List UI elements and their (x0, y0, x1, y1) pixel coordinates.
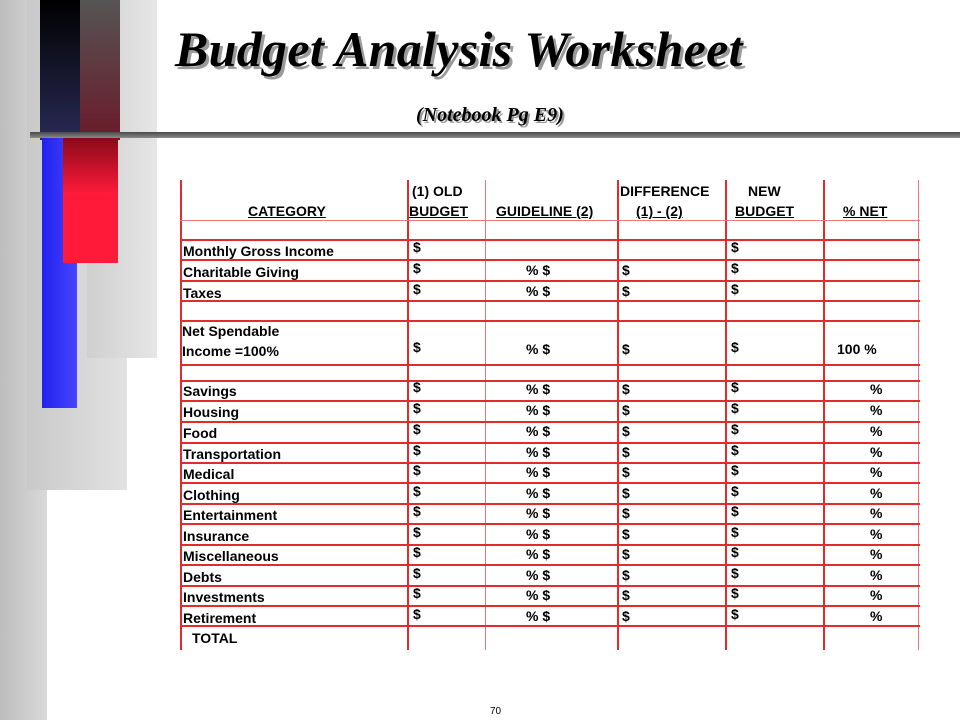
row-difference: $ (622, 526, 630, 542)
row-label: Food (183, 425, 218, 441)
row-label: Debts (183, 569, 222, 585)
row-guideline: % $ (526, 464, 551, 480)
row-percent-net: 100 % (837, 341, 877, 357)
row-old-budget: $ (413, 442, 421, 458)
header-new-line2: BUDGET (735, 203, 795, 219)
grid-hline (180, 239, 920, 241)
row-label: Miscellaneous (183, 548, 279, 564)
row-old-budget: $ (413, 339, 421, 355)
row-guideline: % $ (526, 485, 551, 501)
header-old-line2: BUDGET (409, 203, 469, 219)
row-old-budget: $ (413, 260, 421, 276)
row-difference: $ (622, 464, 630, 480)
row-difference: $ (622, 485, 630, 501)
row-new-budget: $ (731, 339, 739, 355)
row-difference: $ (622, 262, 630, 278)
row-percent-net: % (870, 485, 883, 501)
header-guideline: GUIDELINE (2) (496, 203, 594, 219)
row-label: Insurance (183, 528, 250, 544)
row-difference: $ (622, 283, 630, 299)
row-old-budget: $ (413, 503, 421, 519)
decor-red-block (63, 138, 118, 263)
header-category: CATEGORY (248, 203, 326, 219)
row-new-budget: $ (731, 503, 739, 519)
row-difference: $ (622, 505, 630, 521)
grid-vline-diff (617, 180, 619, 650)
row-old-budget: $ (413, 462, 421, 478)
row-new-budget: $ (731, 483, 739, 499)
row-new-budget: $ (731, 442, 739, 458)
row-label: Housing (183, 404, 239, 420)
row-new-budget: $ (731, 544, 739, 560)
row-difference: $ (622, 587, 630, 603)
row-percent-net: % (870, 402, 883, 418)
row-percent-net: % (870, 587, 883, 603)
row-new-budget: $ (731, 606, 739, 622)
row-guideline: % $ (526, 444, 551, 460)
row-old-budget: $ (413, 585, 421, 601)
row-new-budget: $ (731, 421, 739, 437)
row-old-budget: $ (413, 400, 421, 416)
row-new-budget: $ (731, 565, 739, 581)
grid-hline (180, 300, 920, 302)
row-percent-net: % (870, 546, 883, 562)
row-old-budget: $ (413, 281, 421, 297)
row-label: Retirement (183, 610, 257, 626)
page-number: 70 (490, 706, 502, 717)
row-label: Monthly Gross Income (183, 243, 334, 259)
row-new-budget: $ (731, 379, 739, 395)
row-percent-net: % (870, 567, 883, 583)
row-old-budget: $ (413, 544, 421, 560)
row-label-total: TOTAL (192, 630, 238, 646)
grid-vline-right (918, 180, 919, 650)
decor-maroon-block (80, 0, 120, 140)
row-difference: $ (622, 608, 630, 624)
grid-hline-header (180, 220, 920, 221)
row-label: Taxes (183, 285, 222, 301)
row-new-budget: $ (731, 524, 739, 540)
row-old-budget: $ (413, 379, 421, 395)
header-new-line1: NEW (748, 183, 781, 199)
row-label: Savings (183, 383, 237, 399)
row-percent-net: % (870, 423, 883, 439)
grid-hline (180, 482, 920, 484)
row-old-budget: $ (413, 483, 421, 499)
row-new-budget: $ (731, 585, 739, 601)
row-difference: $ (622, 341, 630, 357)
grid-hline (180, 259, 920, 261)
row-difference: $ (622, 546, 630, 562)
row-guideline: % $ (526, 567, 551, 583)
page-subtitle: (Notebook Pg E9) (416, 104, 564, 126)
row-label: Clothing (183, 487, 240, 503)
row-new-budget: $ (731, 281, 739, 297)
title-divider (30, 132, 960, 138)
grid-vline-new (725, 180, 727, 650)
row-guideline: % $ (526, 608, 551, 624)
header-percent-net: % NET (843, 203, 888, 219)
row-label: Investments (183, 589, 265, 605)
row-guideline: % $ (526, 546, 551, 562)
grid-vline-old (407, 180, 409, 650)
row-difference: $ (622, 402, 630, 418)
row-label: Transportation (183, 446, 282, 462)
row-old-budget: $ (413, 565, 421, 581)
decor-dark-bar (40, 0, 80, 140)
row-new-budget: $ (731, 462, 739, 478)
row-guideline: % $ (526, 283, 551, 299)
grid-hline (180, 564, 920, 566)
row-difference: $ (622, 444, 630, 460)
grid-vline-pct (823, 180, 825, 650)
grid-hline (180, 605, 920, 607)
row-label: Entertainment (183, 507, 278, 523)
row-guideline: % $ (526, 381, 551, 397)
grid-hline (180, 364, 920, 366)
row-difference: $ (622, 423, 630, 439)
row-guideline: % $ (526, 587, 551, 603)
row-percent-net: % (870, 464, 883, 480)
row-guideline: % $ (526, 423, 551, 439)
row-new-budget: $ (731, 239, 739, 255)
grid-hline (180, 625, 920, 627)
row-old-budget: $ (413, 524, 421, 540)
row-old-budget: $ (413, 606, 421, 622)
row-percent-net: % (870, 526, 883, 542)
row-old-budget: $ (413, 239, 421, 255)
page-title: Budget Analysis Worksheet (175, 21, 743, 77)
header-difference-line1: DIFFERENCE (620, 183, 710, 199)
row-difference: $ (622, 567, 630, 583)
row-percent-net: % (870, 608, 883, 624)
row-guideline: % $ (526, 526, 551, 542)
grid-vline-guide (485, 180, 486, 650)
grid-hline (180, 523, 920, 525)
row-label: Charitable Giving (183, 264, 299, 280)
header-difference-line2: (1) - (2) (636, 203, 683, 219)
row-guideline: % $ (526, 402, 551, 418)
row-old-budget: $ (413, 421, 421, 437)
row-difference: $ (622, 381, 630, 397)
grid-hline (180, 320, 920, 322)
row-percent-net: % (870, 505, 883, 521)
row-percent-net: % (870, 381, 883, 397)
row-guideline: % $ (526, 341, 551, 357)
row-guideline: % $ (526, 505, 551, 521)
row-label: Net Spendable (182, 323, 280, 339)
row-new-budget: $ (731, 400, 739, 416)
budget-table (180, 180, 920, 650)
grid-hline (180, 280, 920, 282)
header-old-line1: (1) OLD (412, 183, 463, 199)
row-new-budget: $ (731, 260, 739, 276)
row-label-line2: Income =100% (182, 343, 279, 359)
row-guideline: % $ (526, 262, 551, 278)
row-label: Medical (183, 466, 235, 482)
row-percent-net: % (870, 444, 883, 460)
grid-vline-left (180, 180, 182, 650)
